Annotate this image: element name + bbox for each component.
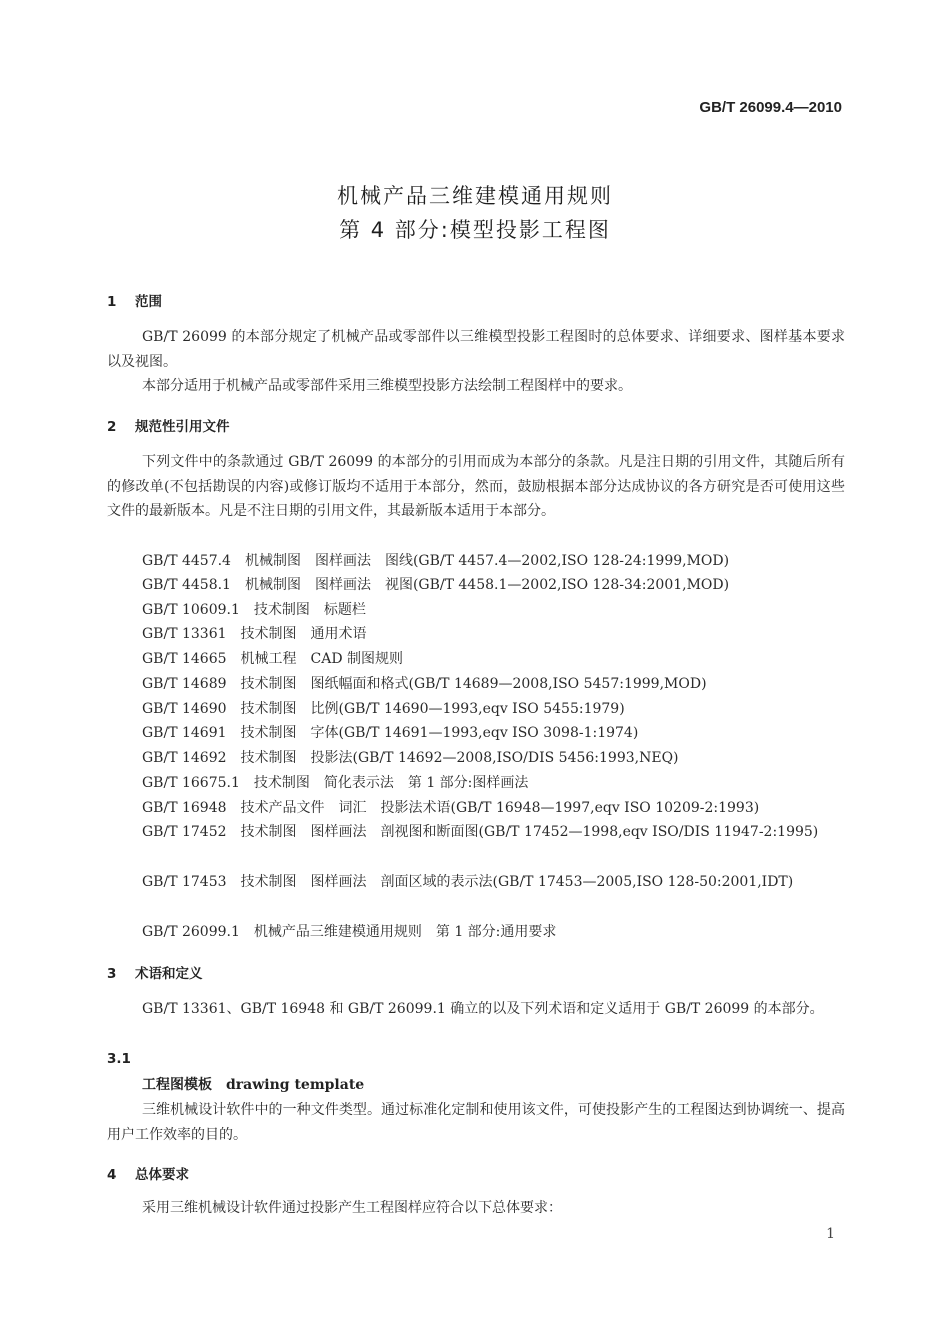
term-number: 3.1 (107, 1051, 131, 1067)
section-number: 4 (107, 1167, 117, 1183)
section-heading-terms (107, 962, 203, 982)
reference-item: GB/T 17452 技术制图 图样画法 剖视图和断面图(GB/T 17452—1998,eqv ISO/DIS 11947-2:1995) (142, 824, 819, 840)
document-title: 机械产品三维建模通用规则 (337, 184, 613, 208)
reference-item: GB/T 10609.1 技术制图 标题栏 (142, 602, 366, 618)
reference-item: GB/T 16675.1 技术制图 简化表示法 第 1 部分:图样画法 (142, 775, 529, 791)
term-definition: 三维机械设计软件中的一种文件类型。通过标准化定制和使用该文件，可使投影产生的工程图达到协调统一、提高用户工作效率的目的。 (107, 1102, 845, 1143)
reference-item: GB/T 14665 机械工程 CAD 制图规则 (142, 651, 404, 667)
reference-item: GB/T 4457.4 机械制图 图样画法 图线(GB/T 4457.4—2002,ISO 128-24:1999,MOD) (142, 553, 730, 569)
section-title: 总体要求 (135, 1167, 189, 1183)
standard-code: GB/T 26099.4—2010 (699, 99, 842, 116)
reference-item: GB/T 14691 技术制图 字体(GB/T 14691—1993,eqv ISO 3098-1:1974) (142, 725, 639, 741)
section-heading-normative-references (107, 415, 230, 435)
section-number: 1 (107, 294, 117, 310)
reference-item: GB/T 14689 技术制图 图纸幅面和格式(GB/T 14689—2008,ISO 5457:1999,MOD) (142, 676, 707, 692)
reference-item: GB/T 26099.1 机械产品三维建模通用规则 第 1 部分:通用要求 (142, 924, 557, 940)
reference-item: GB/T 4458.1 机械制图 图样画法 视图(GB/T 4458.1—2002,ISO 128-34:2001,MOD) (142, 577, 730, 593)
paragraph: 采用三维机械设计软件通过投影产生工程图样应符合以下总体要求： (142, 1200, 562, 1216)
term-entry (142, 1074, 364, 1094)
paragraph: 下列文件中的条款通过 GB/T 26099 的本部分的引用而成为本部分的条款。凡是注日期的引用文件，其随后所有的修改单(不包括勘误的内容)或修订版均不适用于本部分，然而，鼓励根据本部分达成协议的各方研究是否可使用这些文件的最新版本。凡是不注日期的引用文件，其最新版本适用于本部分。 (107, 454, 845, 519)
section-heading-general-requirements (107, 1163, 189, 1183)
section-number: 2 (107, 419, 117, 435)
page-number: 1 (826, 1226, 835, 1242)
paragraph: GB/T 26099 的本部分规定了机械产品或零部件以三维模型投影工程图时的总体要求、详细要求、图样基本要求以及视图。 (107, 329, 845, 370)
section-title: 术语和定义 (135, 966, 203, 982)
paragraph: 本部分适用于机械产品或零部件采用三维模型投影方法绘制工程图样中的要求。 (142, 378, 632, 394)
reference-item: GB/T 14690 技术制图 比例(GB/T 14690—1993,eqv ISO 5455:1979) (142, 701, 625, 717)
paragraph: GB/T 13361、GB/T 16948 和 GB/T 26099.1 确立的以及下列术语和定义适用于 GB/T 26099 的本部分。 (142, 1001, 824, 1017)
section-title: 规范性引用文件 (135, 419, 230, 435)
section-number: 3 (107, 966, 117, 982)
section-heading-scope (107, 290, 162, 310)
reference-item: GB/T 17453 技术制图 图样画法 剖面区域的表示法(GB/T 17453—2005,ISO 128-50:2001,IDT) (142, 874, 794, 890)
document-subtitle: 第 4 部分:模型投影工程图 (339, 218, 611, 242)
reference-item: GB/T 16948 技术产品文件 词汇 投影法术语(GB/T 16948—1997,eqv ISO 10209-2:1993) (142, 800, 760, 816)
reference-item: GB/T 14692 技术制图 投影法(GB/T 14692—2008,ISO/DIS 5456:1993,NEQ) (142, 750, 679, 766)
term-chinese: 工程图模板 (142, 1077, 212, 1093)
section-title: 范围 (135, 294, 162, 310)
term-english: drawing template (226, 1077, 365, 1093)
reference-item: GB/T 13361 技术制图 通用术语 (142, 626, 367, 642)
